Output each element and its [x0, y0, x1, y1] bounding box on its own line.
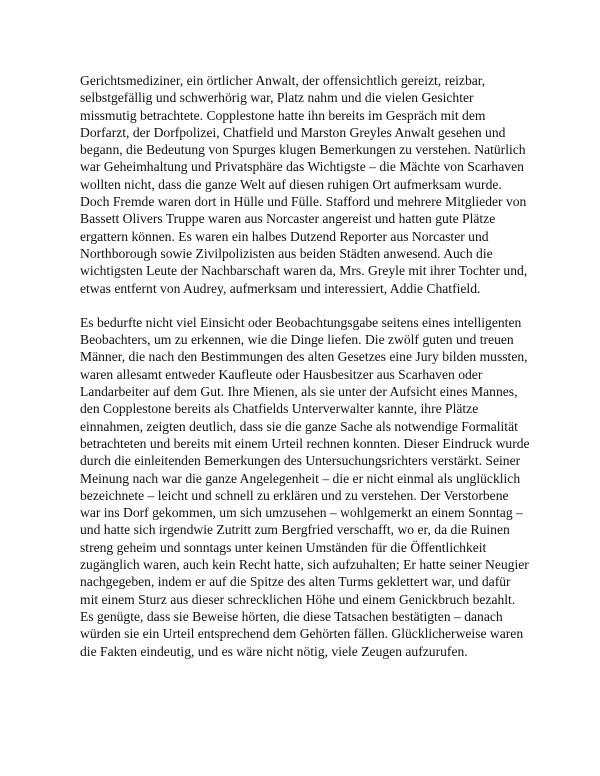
- document-page: [80, 72, 532, 677]
- paragraph-2: Es bedurfte nicht viel Einsicht oder Beobachtungsgabe seitens eines intelligenten Beobachters, um zu erkennen, wie die Dinge liefen. Die zwölf guten und treuen Männer, die nach den Bestimmungen des alten Gesetzes eine Jury bilden mussten, waren allesamt entweder Kaufleute oder Hausbesitzer aus Scarhaven oder Landarbeiter auf dem Gut. Ihre Mienen, als sie unter der Aufsicht eines Mannes, den Copplestone bereits als Chatfields Unterverwalter kannte, ihre Plätze einnahmen, zeigten deutlich, dass sie die ganze Sache als notwendige Formalität betrachteten und bereits mit einem Urteil rechnen konnten. Dieser Eindruck wurde durch die einleitenden Bemerkungen des Untersuchungsrichters verstärkt. Seiner Meinung nach war die ganze Angelegenheit – die er nicht einmal als unglücklich bezeichnete – leicht und schnell zu erklären und zu verstehen. Der Verstorbene war ins Dorf gekommen, um sich umzusehen – wohlgemerkt an einem Sonntag – und hatte sich irgendwie Zutritt zum Bergfried verschafft, wo er, da die Ruinen streng geheim und sonntags unter keinen Umständen für die Öffentlichkeit zugänglich waren, auch kein Recht hatte, sich aufzuhalten; Er hatte seiner Neugier nachgegeben, indem er auf die Spitze des alten Turms geklettert war, und dafür mit einem Sturz aus dieser schrecklichen Höhe und einem Genickbruch bezahlt. Es genügte, dass sie Beweise hörten, die diese Tatsachen bestätigten – danach würden sie ein Urteil entsprechend dem Gehörten fällen. Glücklicherweise waren die Fakten eindeutig, und es wäre nicht nötig, viele Zeugen aufzurufen.: [80, 314, 530, 659]
- paragraph-1: Gerichtsmediziner, ein örtlicher Anwalt, der offensichtlich gereizt, reizbar, selbstgefällig und schwerhörig war, Platz nahm und die vielen Gesichter missmutig betrachtete. Copplestone hatte ihn bereits im Gespräch mit dem Dorfarzt, der Dorfpolizei, Chatfield und Marston Greyles Anwalt gesehen und begann, die Bedeutung von Spurges klugen Bemerkungen zu verstehen. Natürlich war Geheimhaltung und Privatsphäre das Wichtigste – die Mächte von Scarhaven wollten nicht, dass die ganze Welt auf diesen ruhigen Ort aufmerksam wurde. Doch Fremde waren dort in Hülle und Fülle. Stafford und mehrere Mitglieder von Bassett Olivers Truppe waren aus Norcaster angereist und hatten gute Plätze ergattern können. Es waren ein halbes Dutzend Reporter aus Norcaster und Northborough sowie Zivilpolizisten aus beiden Städten anwesend. Auch die wichtigsten Leute der Nachbarschaft waren da, Mrs. Greyle mit ihrer Tochter und, etwas entfernt von Audrey, aufmerksam und interessiert, Addie Chatfield.: [80, 73, 528, 296]
